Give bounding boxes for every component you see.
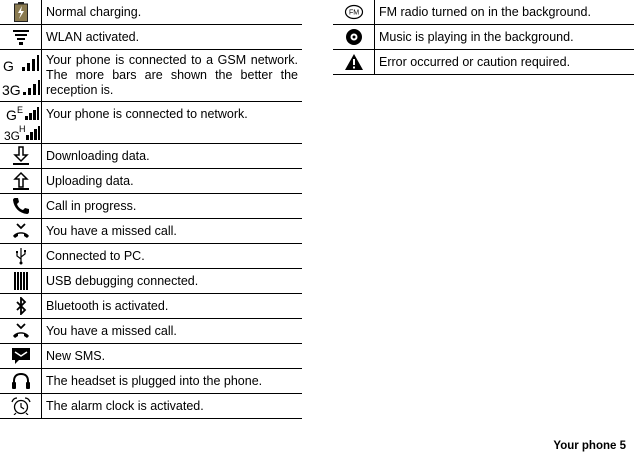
row-description: Music is playing in the background. [379,29,574,44]
table-row [0,294,302,319]
hspa-label: H [18,123,25,134]
warning-icon [333,50,375,74]
row-description: WLAN activated. [46,29,140,44]
gsm-label: G [5,106,17,123]
table-row [0,194,302,219]
table-row [0,169,302,194]
row-description: Normal charging. [46,4,142,19]
threeg-label: 3G [3,128,20,142]
edge-label: E [16,104,23,115]
row-description: Error occurred or caution required. [379,54,571,69]
phone-call-icon [0,194,42,218]
row-description: Bluetooth is activated. [46,298,169,313]
page-footer: Your phone 5 [553,440,626,452]
headset-icon [0,369,42,393]
table-row [0,269,302,294]
status-icons-table-left [0,0,302,419]
row-description: The headset is plugged into the phone. [46,373,263,388]
table-row [0,344,302,369]
row-description: Your phone is connected to a GSM network. The more bars are shown the better the reception is. [46,53,298,97]
row-description: FM radio turned on in the background. [379,4,591,19]
upload-icon [0,169,42,193]
table-row [333,50,634,75]
download-icon [0,144,42,168]
table-row [0,219,302,244]
table-row [0,25,302,50]
table-row [0,394,302,419]
table-row [0,0,302,25]
row-description: You have a missed call. [46,323,177,338]
row-description: New SMS. [46,348,106,363]
table-row [0,50,302,102]
bluetooth-icon [0,294,42,318]
fm-radio-icon [333,0,375,24]
table-row [333,0,634,25]
missed-call-icon [0,319,42,343]
threeg-label: 3G [1,81,21,98]
music-icon [333,25,375,49]
fm-label: FM [348,9,359,17]
gsm-3g-signal-icon [0,50,42,101]
row-description: You have a missed call. [46,223,177,238]
table-row [0,102,302,144]
row-description: The alarm clock is activated. [46,398,204,413]
gsm-label: G [2,57,14,74]
row-description: Call in progress. [46,198,137,213]
row-description: Your phone is connected to network. [46,107,248,121]
table-row [0,244,302,269]
row-description: Downloading data. [46,148,150,163]
wlan-icon [0,25,42,49]
usb-icon [0,244,42,268]
row-description: USB debugging connected. [46,273,199,288]
table-row [0,319,302,344]
sms-icon [0,344,42,368]
network-connected-icon [0,102,42,143]
alarm-clock-icon [0,394,42,418]
table-row [333,25,634,50]
usb-debugging-icon [0,269,42,293]
table-row [0,144,302,169]
status-icons-table-right [333,0,634,75]
row-description: Uploading data. [46,173,134,188]
row-description: Connected to PC. [46,248,145,263]
table-row [0,369,302,394]
missed-call-icon [0,219,42,243]
battery-charging-icon [0,0,42,24]
